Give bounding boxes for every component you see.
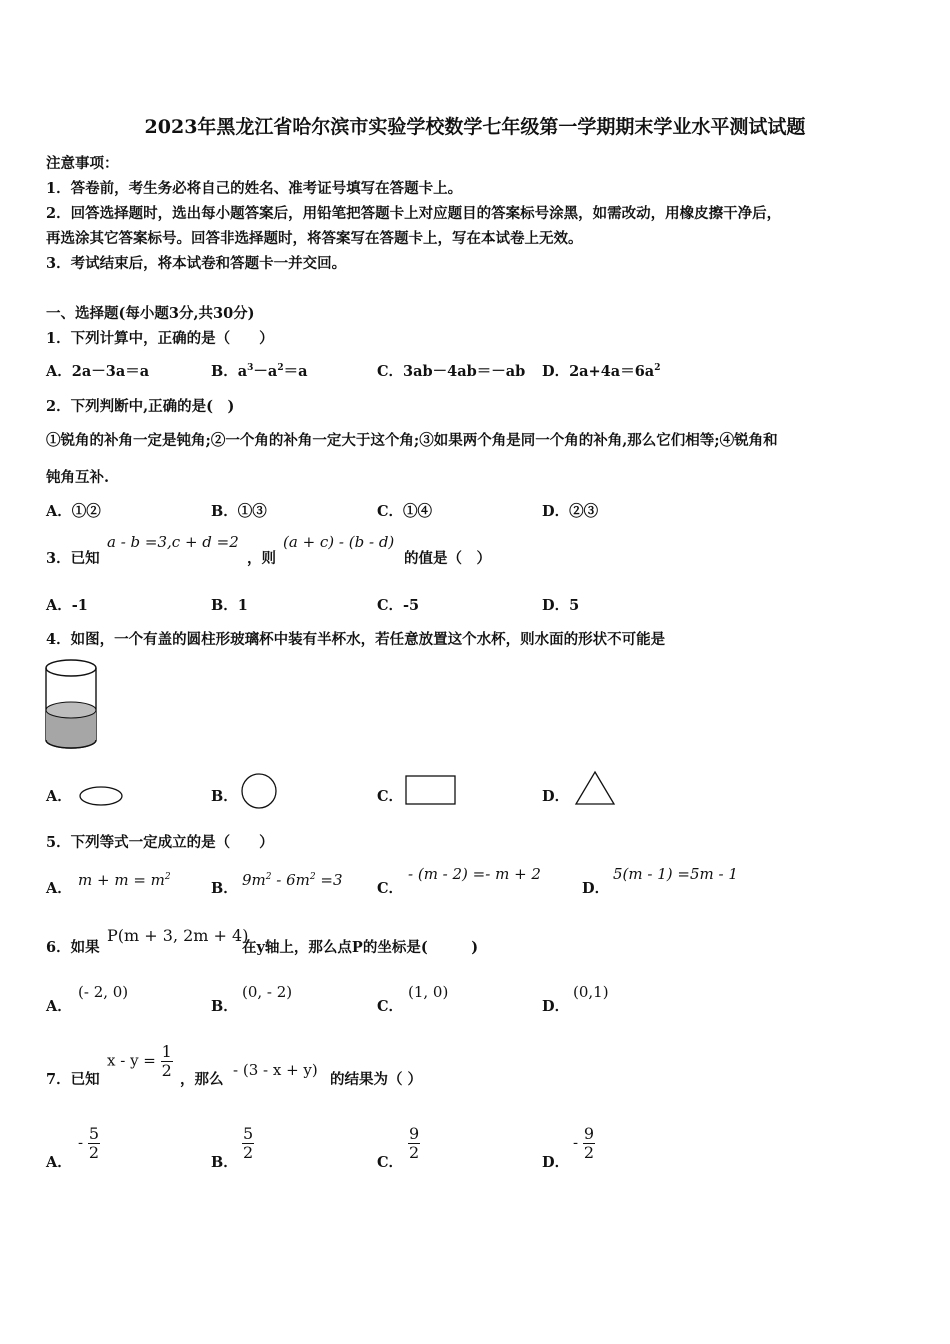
q6-option-d: (0,1) bbox=[573, 983, 609, 1001]
q3-option-c: C．-5 bbox=[377, 597, 420, 614]
q3-condition: a - b =3,c + d =2 bbox=[107, 533, 239, 551]
q3-expression: (a + c) - (b - d) bbox=[283, 533, 395, 551]
cylinder-glass-figure bbox=[42, 656, 100, 752]
q4-stem: 4．如图，一个有盖的圆柱形玻璃杯中装有半杯水，若任意放置这个水杯，则水面的形状不可能是 bbox=[46, 631, 666, 648]
q7-middle: ，那么 bbox=[180, 1071, 224, 1088]
q5-stem: 5．下列等式一定成立的是（ ） bbox=[46, 834, 274, 851]
q1-option-d: D．$2a+4a=6a^2$ bbox=[542, 363, 661, 380]
q6-option-b: (0, - 2) bbox=[242, 983, 293, 1001]
q6-option-c-label: C． bbox=[377, 998, 404, 1015]
q4-option-c: C． bbox=[377, 788, 404, 805]
q7-condition: x - y = $\frac{1}{2}$ bbox=[107, 1042, 172, 1080]
triangle-shape bbox=[573, 769, 617, 807]
q2-option-a: A．①② bbox=[46, 503, 101, 520]
q7-suffix: 的结果为（ ） bbox=[330, 1071, 423, 1088]
q2-option-d: D．②③ bbox=[542, 503, 599, 520]
rectangle-shape bbox=[404, 774, 458, 808]
q5-option-c-label: C． bbox=[377, 880, 404, 897]
notes-heading: 注意事项： bbox=[46, 155, 119, 172]
notes-item-2a: 2．回答选择题时，选出每小题答案后，用铅笔把答题卡上对应题目的答案标号涂黑，如需改动，用橡皮擦干净后， bbox=[46, 205, 782, 222]
q6-option-a-label: A． bbox=[46, 998, 72, 1015]
q7-option-c: $\frac{9}{2}$ bbox=[409, 1124, 420, 1162]
q6-point-expression: P(m + 3, 2m + 4) bbox=[107, 926, 249, 945]
circle-shape bbox=[239, 771, 281, 811]
ellipse-shape bbox=[77, 784, 125, 808]
q5-option-b: $9m^2 - 6m^2 =3$ bbox=[242, 871, 343, 889]
section-heading: 一、选择题(每小题3分,共30分) bbox=[46, 305, 255, 322]
q3-prefix: 3．已知 bbox=[46, 550, 100, 567]
q5-option-d: 5(m - 1) =5m - 1 bbox=[613, 865, 738, 883]
q7-option-a: - $\frac{5}{2}$ bbox=[78, 1124, 100, 1162]
q5-option-a-label: A． bbox=[46, 880, 72, 897]
q2-option-c: C．①④ bbox=[377, 503, 433, 520]
q5-option-a: $m + m = m^2$ bbox=[78, 871, 171, 889]
q7-option-b: $\frac{5}{2}$ bbox=[243, 1124, 254, 1162]
q6-option-d-label: D． bbox=[542, 998, 570, 1015]
q5-option-c: - (m - 2) =- m + 2 bbox=[408, 865, 541, 883]
q1-stem: 1．下列计算中，正确的是（ ） bbox=[46, 330, 274, 347]
q1-option-c: C．3ab－4ab＝－ab bbox=[377, 363, 526, 380]
q7-option-d: - $\frac{9}{2}$ bbox=[573, 1124, 595, 1162]
notes-item-3: 3．考试结束后，将本试卷和答题卡一并交回。 bbox=[46, 255, 347, 272]
page-title: 2023年黑龙江省哈尔滨市实验学校数学七年级第一学期期末学业水平测试试题 bbox=[144, 116, 806, 138]
q7-expression: - (3 - x + y) bbox=[233, 1061, 318, 1079]
q6-option-b-label: B． bbox=[211, 998, 238, 1015]
q1-option-a: A．2a－3a＝a bbox=[46, 363, 150, 380]
q5-option-d-label: D． bbox=[582, 880, 610, 897]
q2-line-1: ①锐角的补角一定是钝角;②一个角的补角一定大于这个角;③如果两个角是同一个角的补角,那么它们相等;④锐角和 bbox=[46, 432, 778, 449]
q3-option-a: A．-1 bbox=[46, 597, 88, 614]
notes-item-1: 1．答卷前，考生务必将自己的姓名、准考证号填写在答题卡上。 bbox=[46, 180, 463, 197]
q4-option-b: B． bbox=[211, 788, 238, 805]
q4-option-d: D． bbox=[542, 788, 570, 805]
q6-suffix: 在y轴上，那么点P的坐标是( ) bbox=[242, 939, 479, 956]
q6-option-c: (1, 0) bbox=[408, 983, 449, 1001]
q5-option-b-label: B． bbox=[211, 880, 238, 897]
q6-option-a: (- 2, 0) bbox=[78, 983, 129, 1001]
q3-option-d: D．5 bbox=[542, 597, 580, 614]
q2-line-2: 钝角互补. bbox=[46, 469, 110, 486]
q7-option-c-label: C． bbox=[377, 1154, 404, 1171]
q3-suffix: 的值是（ ） bbox=[404, 550, 491, 567]
q6-prefix: 6．如果 bbox=[46, 939, 100, 956]
q7-option-d-label: D． bbox=[542, 1154, 570, 1171]
q1-option-b: B．$a^3-a^2=a$ bbox=[211, 363, 308, 380]
q4-option-a: A． bbox=[46, 788, 72, 805]
q7-option-b-label: B． bbox=[211, 1154, 238, 1171]
q7-option-a-label: A． bbox=[46, 1154, 72, 1171]
q3-option-b: B．1 bbox=[211, 597, 248, 614]
q7-prefix: 7．已知 bbox=[46, 1071, 100, 1088]
q2-stem: 2．下列判断中,正确的是( ) bbox=[46, 398, 235, 415]
q3-middle: ，则 bbox=[247, 550, 276, 567]
notes-item-2b: 再选涂其它答案标号。回答非选择题时，将答案写在答题卡上，写在本试卷上无效。 bbox=[46, 230, 583, 247]
q2-option-b: B．①③ bbox=[211, 503, 267, 520]
